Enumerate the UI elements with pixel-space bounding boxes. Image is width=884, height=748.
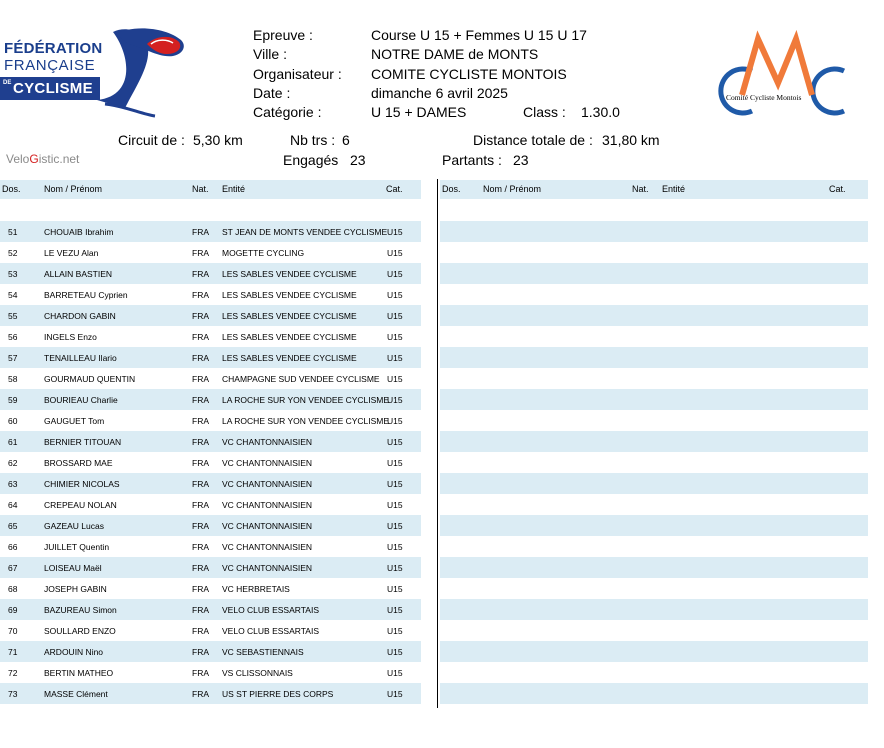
rider-name: CHOUAIB Ibrahim [44, 227, 114, 237]
ccm-text: Comité Cycliste Montois [726, 93, 802, 102]
rider-entite: US ST PIERRE DES CORPS [222, 689, 334, 699]
rider-entite: LES SABLES VENDEE CYCLISME [222, 332, 357, 342]
column-divider [437, 179, 438, 708]
empty-row [440, 263, 868, 284]
rider-nat: FRA [192, 521, 209, 531]
empty-row [440, 557, 868, 578]
rider-cat: U15 [387, 395, 403, 405]
partants-label: Partants : [442, 152, 502, 168]
rider-name: GAZEAU Lucas [44, 521, 104, 531]
table-row [0, 536, 421, 557]
table-row [0, 557, 421, 578]
nb-trs-value: 6 [342, 132, 350, 148]
table-row [0, 242, 421, 263]
rider-entite: VC CHANTONNAISIEN [222, 437, 313, 447]
empty-row [440, 515, 868, 536]
ccm-logo [706, 33, 848, 125]
rider-entite: LES SABLES VENDEE CYCLISME [222, 353, 357, 363]
th-dos-right: Dos. [442, 184, 461, 194]
rider-nat: FRA [192, 311, 209, 321]
rider-entite: LA ROCHE SUR YON VENDEE CYCLISME [222, 395, 390, 405]
rider-cat: U15 [387, 605, 403, 615]
ffc-line1: FÉDÉRATION [4, 40, 103, 57]
rider-name: SOULLARD ENZO [44, 626, 116, 636]
rider-name: TENAILLEAU Ilario [44, 353, 117, 363]
rider-dos: 53 [8, 269, 18, 279]
organisateur-label: Organisateur : [253, 66, 342, 82]
rider-dos: 73 [8, 689, 18, 699]
rider-name: JOSEPH GABIN [44, 584, 107, 594]
rider-dos: 58 [8, 374, 18, 384]
rider-name: BROSSARD MAE [44, 458, 113, 468]
rider-entite: ST JEAN DE MONTS VENDEE CYCLISME [222, 227, 388, 237]
epreuve-value: Course U 15 + Femmes U 15 U 17 [371, 27, 587, 43]
rider-cat: U15 [387, 353, 403, 363]
table-row [0, 221, 421, 242]
th-nat-left: Nat. [192, 184, 209, 194]
table-row [0, 452, 421, 473]
rider-entite: LES SABLES VENDEE CYCLISME [222, 269, 357, 279]
rider-name: BOURIEAU Charlie [44, 395, 118, 405]
rider-entite: LES SABLES VENDEE CYCLISME [222, 311, 357, 321]
engages-value: 23 [350, 152, 366, 168]
rider-name: CHARDON GABIN [44, 311, 116, 321]
rider-cat: U15 [387, 479, 403, 489]
rider-nat: FRA [192, 584, 209, 594]
nb-trs-label: Nb trs : [290, 132, 336, 148]
rider-entite: LES SABLES VENDEE CYCLISME [222, 290, 357, 300]
rider-cat: U15 [387, 521, 403, 531]
rider-name: BAZUREAU Simon [44, 605, 117, 615]
rider-cat: U15 [387, 689, 403, 699]
rider-cat: U15 [387, 668, 403, 678]
rider-cat: U15 [387, 500, 403, 510]
table-row [0, 305, 421, 326]
rider-nat: FRA [192, 647, 209, 657]
rider-cat: U15 [387, 458, 403, 468]
rider-name: INGELS Enzo [44, 332, 97, 342]
rider-cat: U15 [387, 647, 403, 657]
rider-dos: 63 [8, 479, 18, 489]
rider-name: LE VEZU Alan [44, 248, 99, 258]
rider-nat: FRA [192, 563, 209, 573]
table-row [0, 515, 421, 536]
rider-cat: U15 [387, 332, 403, 342]
th-entite-left: Entité [222, 184, 246, 194]
rider-name: BERNIER TITOUAN [44, 437, 122, 447]
rider-entite: VELO CLUB ESSARTAIS [222, 605, 319, 615]
rider-entite: VC CHANTONNAISIEN [222, 479, 313, 489]
rider-name: JUILLET Quentin [44, 542, 110, 552]
th-dos-left: Dos. [2, 184, 21, 194]
rider-nat: FRA [192, 416, 209, 426]
rider-entite: MOGETTE CYCLING [222, 248, 305, 258]
table-row [0, 473, 421, 494]
table-row [0, 347, 421, 368]
rider-entite: VC CHANTONNAISIEN [222, 563, 313, 573]
rider-name: CREPEAU NOLAN [44, 500, 117, 510]
rider-name: CHIMIER NICOLAS [44, 479, 120, 489]
th-nat-right: Nat. [632, 184, 649, 194]
rider-name: LOISEAU Maël [44, 563, 102, 573]
empty-row [440, 473, 868, 494]
table-row [0, 662, 421, 683]
rider-name: BARRETEAU Cyprien [44, 290, 128, 300]
rider-cat: U15 [387, 227, 403, 237]
table-row [0, 683, 421, 704]
rider-cat: U15 [387, 269, 403, 279]
empty-row [440, 683, 868, 704]
rider-name: GOURMAUD QUENTIN [44, 374, 136, 384]
rider-dos: 64 [8, 500, 18, 510]
rider-dos: 59 [8, 395, 18, 405]
rider-dos: 60 [8, 416, 18, 426]
rider-cat: U15 [387, 290, 403, 300]
date-value: dimanche 6 avril 2025 [371, 85, 508, 101]
rider-entite: VC CHANTONNAISIEN [222, 542, 313, 552]
empty-row [440, 221, 868, 242]
empty-row [440, 305, 868, 326]
rider-nat: FRA [192, 668, 209, 678]
categorie-value: U 15 + DAMES [371, 104, 467, 120]
rider-cat: U15 [387, 311, 403, 321]
ffc-logo [0, 26, 190, 118]
th-entite-right: Entité [662, 184, 686, 194]
rider-nat: FRA [192, 437, 209, 447]
rider-name: MASSE Clément [44, 689, 108, 699]
rider-name: ALLAIN BASTIEN [44, 269, 113, 279]
table-row [0, 326, 421, 347]
rider-dos: 61 [8, 437, 18, 447]
rider-cat: U15 [387, 563, 403, 573]
rider-entite: CHAMPAGNE SUD VENDEE CYCLISME [222, 374, 380, 384]
rider-entite: LA ROCHE SUR YON VENDEE CYCLISME [222, 416, 390, 426]
ffc-line3: CYCLISME [13, 80, 93, 97]
empty-row [440, 641, 868, 662]
rider-dos: 57 [8, 353, 18, 363]
table-row [0, 641, 421, 662]
categorie-label: Catégorie : [253, 104, 322, 120]
empty-row [440, 347, 868, 368]
empty-row [440, 599, 868, 620]
engages-label: Engagés [283, 152, 339, 168]
rider-nat: FRA [192, 542, 209, 552]
rider-cat: U15 [387, 248, 403, 258]
ffc-swoosh-icon [95, 26, 190, 118]
th-cat-right: Cat. [829, 184, 846, 194]
rider-nat: FRA [192, 626, 209, 636]
class-value: 1.30.0 [581, 104, 620, 120]
rider-entite: VC CHANTONNAISIEN [222, 458, 313, 468]
rider-entite: VS CLISSONNAIS [222, 668, 293, 678]
ffc-de: DE [3, 80, 12, 86]
rider-cat: U15 [387, 374, 403, 384]
table-row [0, 431, 421, 452]
organisateur-value: COMITE CYCLISTE MONTOIS [371, 66, 567, 82]
rider-nat: FRA [192, 374, 209, 384]
ffc-line2: FRANÇAISE [4, 57, 96, 74]
rider-name: GAUGUET Tom [44, 416, 105, 426]
brand-post: istic.net [38, 152, 80, 166]
table-row [0, 389, 421, 410]
rider-cat: U15 [387, 626, 403, 636]
circuit-label: Circuit de : [118, 132, 185, 148]
rider-dos: 69 [8, 605, 18, 615]
rider-nat: FRA [192, 479, 209, 489]
date-label: Date : [253, 85, 291, 101]
rider-dos: 70 [8, 626, 18, 636]
brand-pre: Velo [6, 152, 30, 166]
rider-dos: 55 [8, 311, 18, 321]
rider-cat: U15 [387, 584, 403, 594]
table-row [0, 578, 421, 599]
rider-cat: U15 [387, 437, 403, 447]
rider-entite: VC CHANTONNAISIEN [222, 521, 313, 531]
table-row [0, 263, 421, 284]
ccm-logo-icon [706, 33, 848, 125]
empty-row [440, 431, 868, 452]
distance-label: Distance totale de : [473, 132, 593, 148]
table-row [0, 599, 421, 620]
rider-nat: FRA [192, 395, 209, 405]
rider-nat: FRA [192, 605, 209, 615]
rider-dos: 65 [8, 521, 18, 531]
rider-name: BERTIN MATHEO [44, 668, 114, 678]
rider-nat: FRA [192, 500, 209, 510]
rider-entite: VC HERBRETAIS [222, 584, 290, 594]
rider-cat: U15 [387, 416, 403, 426]
rider-dos: 56 [8, 332, 18, 342]
distance-value: 31,80 km [602, 132, 660, 148]
partants-value: 23 [513, 152, 529, 168]
th-cat-left: Cat. [386, 184, 403, 194]
rider-dos: 72 [8, 668, 18, 678]
rider-dos: 51 [8, 227, 18, 237]
rider-dos: 68 [8, 584, 18, 594]
table-row [0, 368, 421, 389]
rider-entite: VELO CLUB ESSARTAIS [222, 626, 319, 636]
epreuve-label: Epreuve : [253, 27, 313, 43]
ville-value: NOTRE DAME de MONTS [371, 46, 539, 62]
rider-nat: FRA [192, 290, 209, 300]
th-nom-right: Nom / Prénom [483, 184, 542, 194]
rider-dos: 62 [8, 458, 18, 468]
rider-dos: 66 [8, 542, 18, 552]
rider-nat: FRA [192, 458, 209, 468]
table-row [0, 494, 421, 515]
rider-entite: VC SEBASTIENNAIS [222, 647, 304, 657]
rider-dos: 54 [8, 290, 18, 300]
table-row [0, 284, 421, 305]
table-row [0, 620, 421, 641]
rider-dos: 71 [8, 647, 18, 657]
brand-g: G [29, 152, 39, 166]
th-nom-left: Nom / Prénom [44, 184, 103, 194]
rider-nat: FRA [192, 248, 209, 258]
circuit-value: 5,30 km [193, 132, 243, 148]
table-row [0, 410, 421, 431]
rider-nat: FRA [192, 269, 209, 279]
rider-entite: VC CHANTONNAISIEN [222, 500, 313, 510]
rider-nat: FRA [192, 332, 209, 342]
empty-row [440, 389, 868, 410]
rider-dos: 67 [8, 563, 18, 573]
velogistic-brand[interactable] [6, 152, 79, 166]
rider-dos: 52 [8, 248, 18, 258]
ville-label: Ville : [253, 46, 287, 62]
rider-nat: FRA [192, 353, 209, 363]
class-label: Class : [523, 104, 566, 120]
rider-nat: FRA [192, 689, 209, 699]
rider-name: ARDOUIN Nino [44, 647, 104, 657]
rider-nat: FRA [192, 227, 209, 237]
rider-cat: U15 [387, 542, 403, 552]
